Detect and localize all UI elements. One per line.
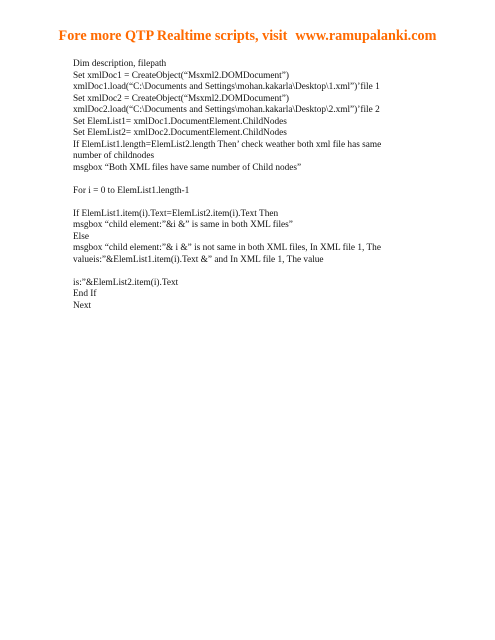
script-line: xmlDoc2.load(“C:\Documents and Settings\mohan.kakarla\Desktop\2.xml”)’file 2 [73,105,380,115]
script-line: Set xmlDoc2 = CreateObject(“Msxml2.DOMDocument”) [73,93,289,104]
script-line: End If [73,289,97,299]
script-line: xmlDoc1.load(“C:\Documents and Settings\mohan.kakarla\Desktop\1.xml”)’file 1 [73,82,380,92]
blank-line [73,266,418,278]
script-line: valueis:”&ElemList1.item(i).Text &” and In XML file 1, The value [73,254,324,265]
blank-line [73,197,418,209]
header-lead-text: Fore more QTP Realtime scripts, visit [58,28,288,44]
script-line: Else [73,231,90,242]
script-line: is:”&ElemList2.item(i).Text [73,277,179,288]
script-line: Set xmlDoc1 = CreateObject(“Msxml2.DOMDocument”) [73,70,289,81]
script-line: For i = 0 to ElemList1.length-1 [73,185,190,196]
script-line: Next [73,300,92,311]
script-line: msgbox “Both XML files have same number of Child nodes” [73,162,302,173]
script-line: Set ElemList1= xmlDoc1.DocumentElement.ChildNodes [73,116,287,127]
script-line: number of childnodes [73,151,155,161]
script-line: Set ElemList2= xmlDoc2.DocumentElement.ChildNodes [73,128,287,138]
script-line: msgbox “child element:”&i &” is same in both XML files” [73,220,293,230]
script-line: msgbox “child element:”& i &” is not same in both XML files, In XML file 1, The [73,243,381,253]
script-line: Dim description, filepath [73,59,167,69]
page-header [0,28,495,45]
script-line: If ElemList1.item(i).Text=ElemList2.item(i).Text Then [73,208,279,219]
script-line: If ElemList1.length=ElemList2.length Then’ check weather both xml file has same [73,139,382,150]
header-site-link[interactable]: www.ramupalanki.com [295,28,437,44]
blank-line [73,174,418,186]
script-body [73,59,418,312]
